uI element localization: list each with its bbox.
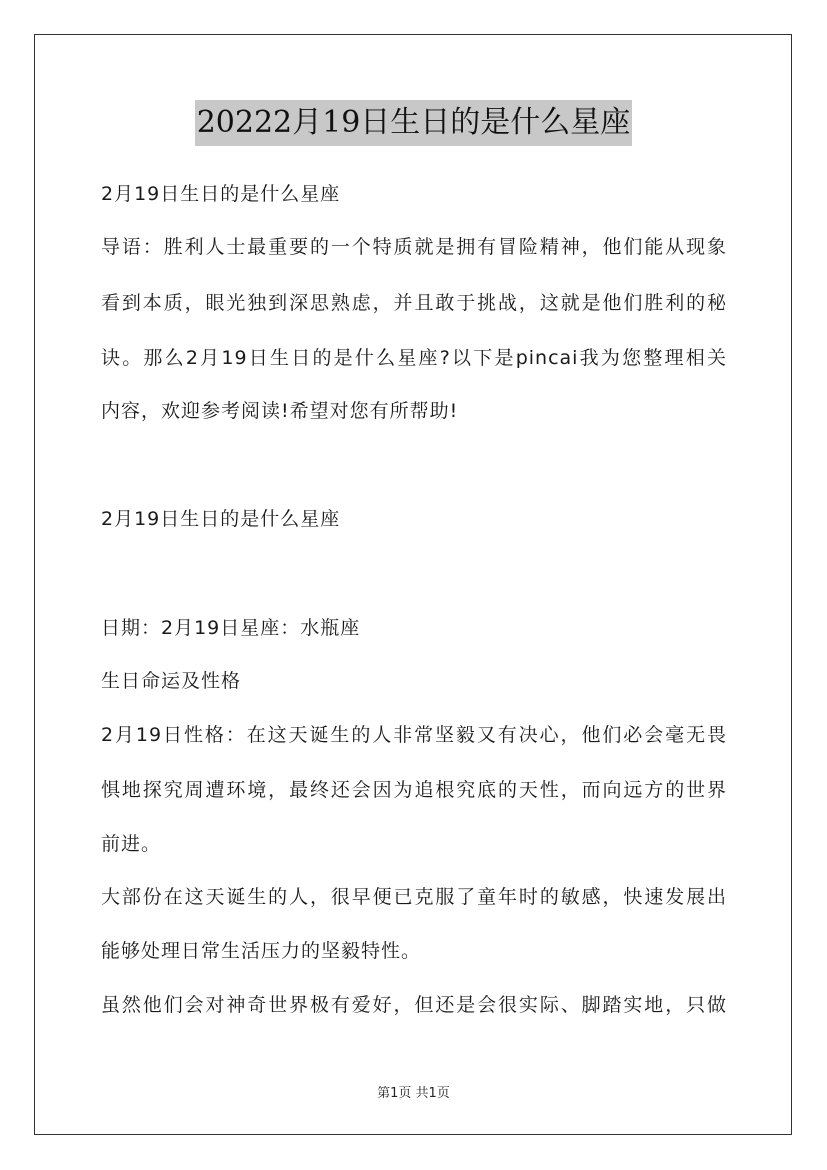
body-line: 前进。 [101,833,162,855]
body-line: 内容，欢迎参考阅读!希望对您有所帮助! [101,400,459,422]
title-container [0,100,827,146]
page-footer: 第1页 共1页 [377,1086,450,1101]
body-line: 能够处理日常生活压力的坚毅特性。 [101,940,422,962]
body-line: 日期：2月19日星座：水瓶座 [101,617,361,639]
body-line: 2月19日性格：在这天诞生的人非常坚毅又有决心，他们必会毫无畏 [101,724,727,746]
body-line: 2月19日生日的是什么星座 [101,183,341,205]
body-line: 导语：胜利人士最重要的一个特质就是拥有冒险精神，他们能从现象 [101,236,727,258]
body-line: 大部份在这天诞生的人，很早便已克服了童年时的敏感，快速发展出 [101,886,727,908]
body-line: 生日命运及性格 [101,670,242,692]
body-line: 虽然他们会对神奇世界极有爱好，但还是会很实际、脚踏实地，只做 [101,994,727,1016]
document-title: 20222月19日生日的是什么星座 [195,100,633,146]
body-line: 诀。那么2月19日生日的是什么星座?以下是pincai我为您整理相关 [101,347,727,369]
body-line: 惧地探究周遭环境，最终还会因为追根究底的天性，而向远方的世界 [101,779,727,801]
body-line: 看到本质，眼光独到深思熟虑，并且敢于挑战，这就是他们胜利的秘 [101,292,727,314]
body-line: 2月19日生日的是什么星座 [101,508,341,530]
